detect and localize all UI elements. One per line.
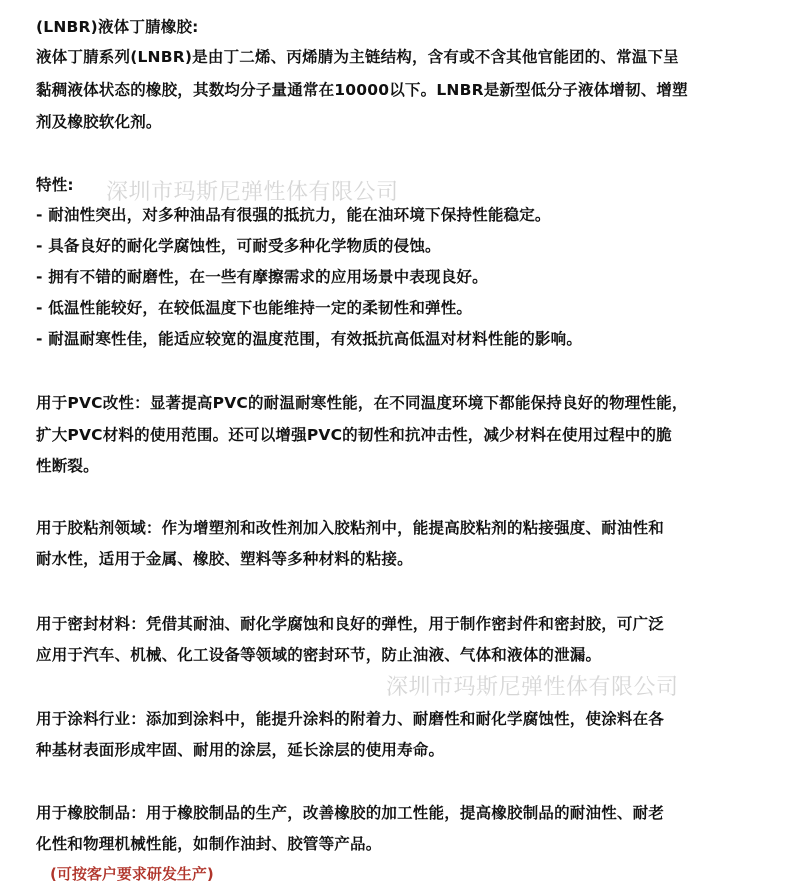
adhesive-paragraph-line: 耐水性，适用于金属、橡胶、塑料等多种材料的粘接。 [36, 550, 413, 568]
document-title: (LNBR)液体丁腈橡胶: [36, 18, 199, 36]
sealing-paragraph-line: 用于密封材料：凭借其耐油、耐化学腐蚀和良好的弹性，用于制作密封件和密封胶，可广泛 [36, 615, 665, 633]
intro-line: 液体丁腈系列(LNBR)是由丁二烯、丙烯腈为主链结构，含有或不含其他官能团的、常温下呈 [36, 48, 679, 66]
custom-development-note: (可按客户要求研发生产) [50, 865, 214, 883]
rubber-paragraph-line: 用于橡胶制品：用于橡胶制品的生产，改善橡胶的加工性能，提高橡胶制品的耐油性、耐老 [36, 804, 665, 822]
rubber-paragraph-line: 化性和物理机械性能，如制作油封、胶管等产品。 [36, 835, 382, 853]
adhesive-paragraph-line: 用于胶粘剂领域：作为增塑剂和改性剂加入胶粘剂中，能提高胶粘剂的粘接强度、耐油性和 [36, 519, 665, 537]
feature-item: - 耐油性突出，对多种油品有很强的抵抗力，能在油环境下保持性能稳定。 [36, 206, 551, 224]
feature-item: - 耐温耐寒性佳，能适应较宽的温度范围，有效抵抗高低温对材料性能的影响。 [36, 330, 583, 348]
pvc-paragraph-line: 用于PVC改性：显著提高PVC的耐温耐寒性能，在不同温度环境下都能保持良好的物理性能， [36, 394, 688, 412]
pvc-paragraph-line: 扩大PVC材料的使用范围。还可以增强PVC的韧性和抗冲击性，减少材料在使用过程中的脆 [36, 426, 672, 444]
coating-paragraph-line: 用于涂料行业：添加到涂料中，能提升涂料的附着力、耐磨性和耐化学腐蚀性，使涂料在各 [36, 710, 665, 728]
feature-item: - 具备良好的耐化学腐蚀性，可耐受多种化学物质的侵蚀。 [36, 237, 441, 255]
feature-item: - 低温性能较好，在较低温度下也能维持一定的柔韧性和弹性。 [36, 299, 473, 317]
feature-item: - 拥有不错的耐磨性，在一些有摩擦需求的应用场景中表现良好。 [36, 268, 488, 286]
sealing-paragraph-line: 应用于汽车、机械、化工设备等领域的密封环节，防止油液、气体和液体的泄漏。 [36, 646, 602, 664]
watermark-top: 深圳市玛斯尼弹性体有限公司 [106, 180, 399, 205]
pvc-paragraph-line: 性断裂。 [36, 457, 99, 475]
intro-line: 黏稠液体状态的橡胶，其数均分子量通常在10000以下。LNBR是新型低分子液体增韧、增塑 [36, 81, 688, 99]
intro-line: 剂及橡胶软化剂。 [36, 113, 162, 131]
watermark-bottom: 深圳市玛斯尼弹性体有限公司 [386, 675, 679, 700]
coating-paragraph-line: 种基材表面形成牢固、耐用的涂层，延长涂层的使用寿命。 [36, 741, 445, 759]
features-heading: 特性: [36, 176, 74, 194]
